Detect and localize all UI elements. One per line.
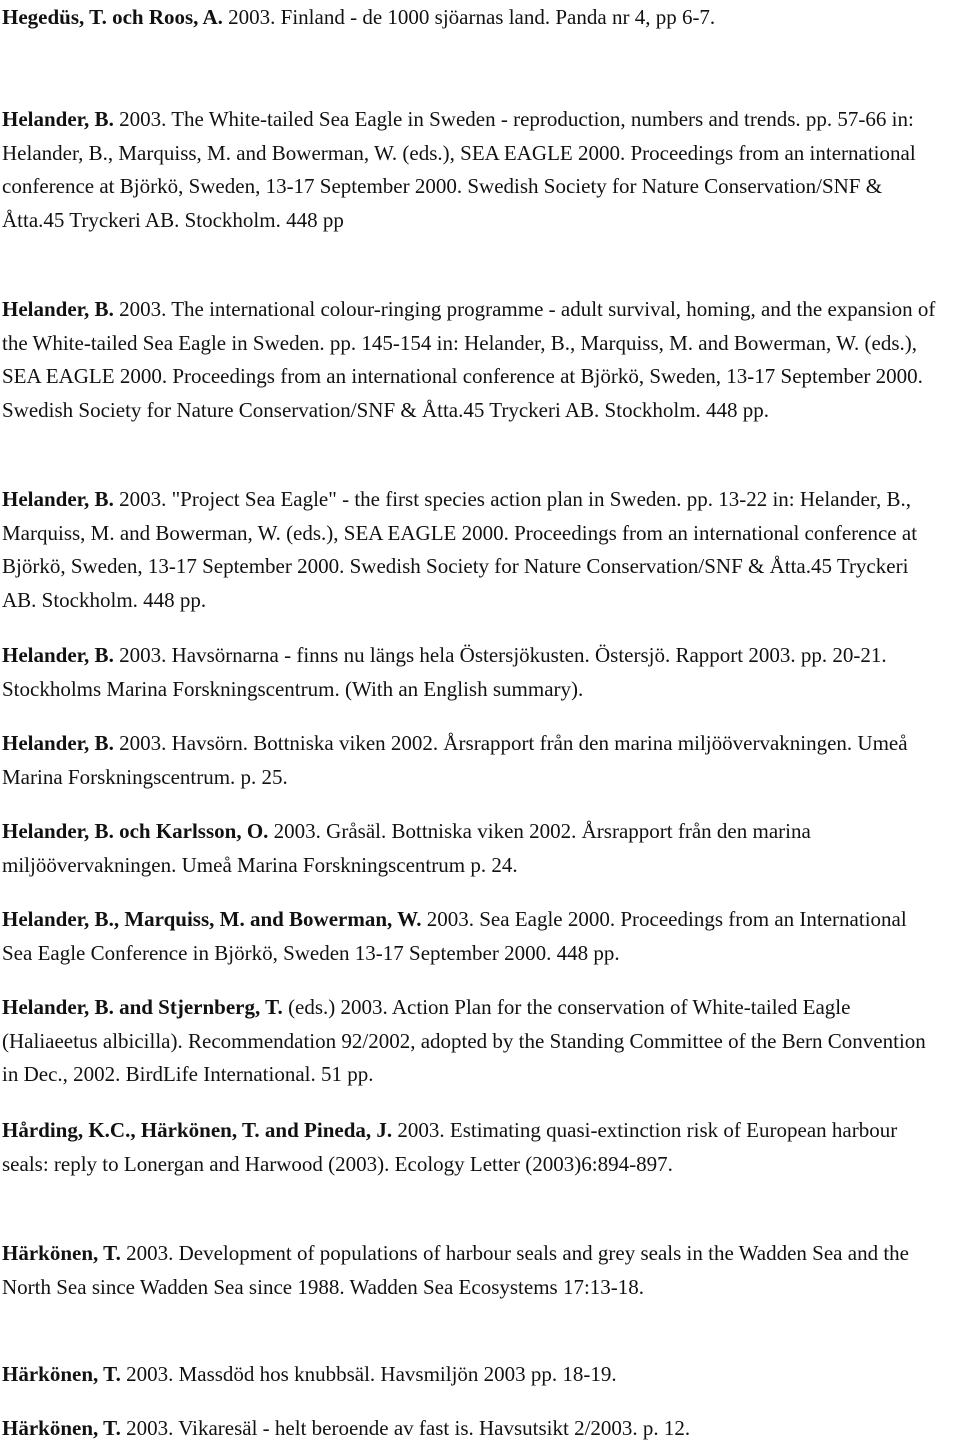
- reference-entry: [2, 1237, 942, 1304]
- reference-author: Helander, B.: [2, 643, 114, 667]
- reference-text: 2003. The White-tailed Sea Eagle in Sweden - reproduction, numbers and trends. pp. 57-66 in: Helander, B., Marquiss, M. and Bowerman, W. (eds.), SEA EAGLE 2000. Proceedings from an international conference at Björkö, Sweden, 13-17 September 2000. Swedish Society for Nature Conservation/SNF & Åtta.45 Tryckeri AB. Stockholm. 448 pp: [2, 107, 916, 232]
- reference-text: 2003. Sea Eagle 2000. Proceedings from an International Sea Eagle Conference in Björkö, Sweden 13-17 September 2000. 448 pp.: [2, 907, 907, 965]
- reference-text: 2003. "Project Sea Eagle" - the first species action plan in Sweden. pp. 13-22 in: Helander, B., Marquiss, M. and Bowerman, W. (eds.), SEA EAGLE 2000. Proceedings from an international conference at Björkö, Sweden, 13-17 September 2000. Swedish Society for Nature Conservation/SNF & Åtta.45 Tryckeri AB. Stockholm. 448 pp.: [2, 487, 918, 612]
- reference-author: Helander, B. and Stjernberg, T.: [2, 995, 283, 1019]
- reference-text: 2003. Massdöd hos knubbsäl. Havsmiljön 2003 pp. 18-19.: [120, 1362, 617, 1386]
- reference-entry: [2, 1358, 942, 1392]
- reference-author: Helander, B. och Karlsson, O.: [2, 819, 269, 843]
- reference-author: Hårding, K.C., Härkönen, T. and Pineda, J.: [2, 1118, 393, 1142]
- reference-author: Härkönen, T.: [2, 1416, 121, 1440]
- reference-entry: [2, 1, 942, 35]
- reference-entry: [2, 1412, 942, 1446]
- reference-entry: [2, 903, 942, 970]
- reference-entry: [2, 639, 942, 706]
- reference-text: 2003. Gråsäl. Bottniska viken 2002. Årsrapport från den marina miljöövervakningen. Umeå Marina Forskningscentrum p. 24.: [2, 819, 811, 877]
- reference-entry: [2, 1114, 942, 1181]
- reference-text: 2003. The international colour-ringing programme - adult survival, homing, and the expansion of the White-tailed Sea Eagle in Sweden. pp. 145-154 in: Helander, B., Marquiss, M. and Bowerman, W. (eds.), SEA EAGLE 2000. Proceedings from an international conference at Björkö, Sweden, 13-17 September 2000. Swedish Society for Nature Conservation/SNF & Åtta.45 Tryckeri AB. Stockholm. 448 pp.: [2, 297, 936, 422]
- reference-author: Helander, B.: [2, 731, 114, 755]
- reference-text: 2003. Finland - de 1000 sjöarnas land. Panda nr 4, pp 6-7.: [222, 5, 716, 29]
- reference-entry: [2, 483, 942, 617]
- reference-text: 2003. Development of populations of harbour seals and grey seals in the Wadden Sea and the North Sea since Wadden Sea since 1988. Wadden Sea Ecosystems 17:13-18.: [2, 1241, 909, 1299]
- reference-author: Hegedüs, T. och Roos, A.: [2, 5, 223, 29]
- reference-author: Helander, B.: [2, 487, 114, 511]
- reference-author: Härkönen, T.: [2, 1362, 121, 1386]
- reference-author: Helander, B.: [2, 297, 114, 321]
- reference-author: Härkönen, T.: [2, 1241, 121, 1265]
- reference-text: (eds.) 2003. Action Plan for the conservation of White-tailed Eagle (Haliaeetus albicilla). Recommendation 92/2002, adopted by the Standing Committee of the Bern Convention in Dec., 2002. BirdLife International. 51 pp.: [2, 995, 926, 1086]
- reference-author: Helander, B.: [2, 107, 114, 131]
- reference-entry: [2, 991, 942, 1092]
- reference-text: 2003. Vikaresäl - helt beroende av fast is. Havsutsikt 2/2003. p. 12.: [120, 1416, 691, 1440]
- reference-entry: [2, 103, 942, 237]
- reference-entry: [2, 727, 942, 794]
- reference-author: Helander, B., Marquiss, M. and Bowerman, W.: [2, 907, 422, 931]
- reference-text: 2003. Havsörnarna - finns nu längs hela Östersjökusten. Östersjö. Rapport 2003. pp. 20-21. Stockholms Marina Forskningscentrum. (With an English summary).: [2, 643, 887, 701]
- reference-entry: [2, 815, 942, 882]
- reference-entry: [2, 293, 942, 427]
- reference-text: 2003. Havsörn. Bottniska viken 2002. Årsrapport från den marina miljöövervakningen. Umeå Marina Forskningscentrum. p. 25.: [2, 731, 908, 789]
- reference-text: 2003. Estimating quasi-extinction risk of European harbour seals: reply to Lonergan and Harwood (2003). Ecology Letter (2003)6:894-897.: [2, 1118, 898, 1176]
